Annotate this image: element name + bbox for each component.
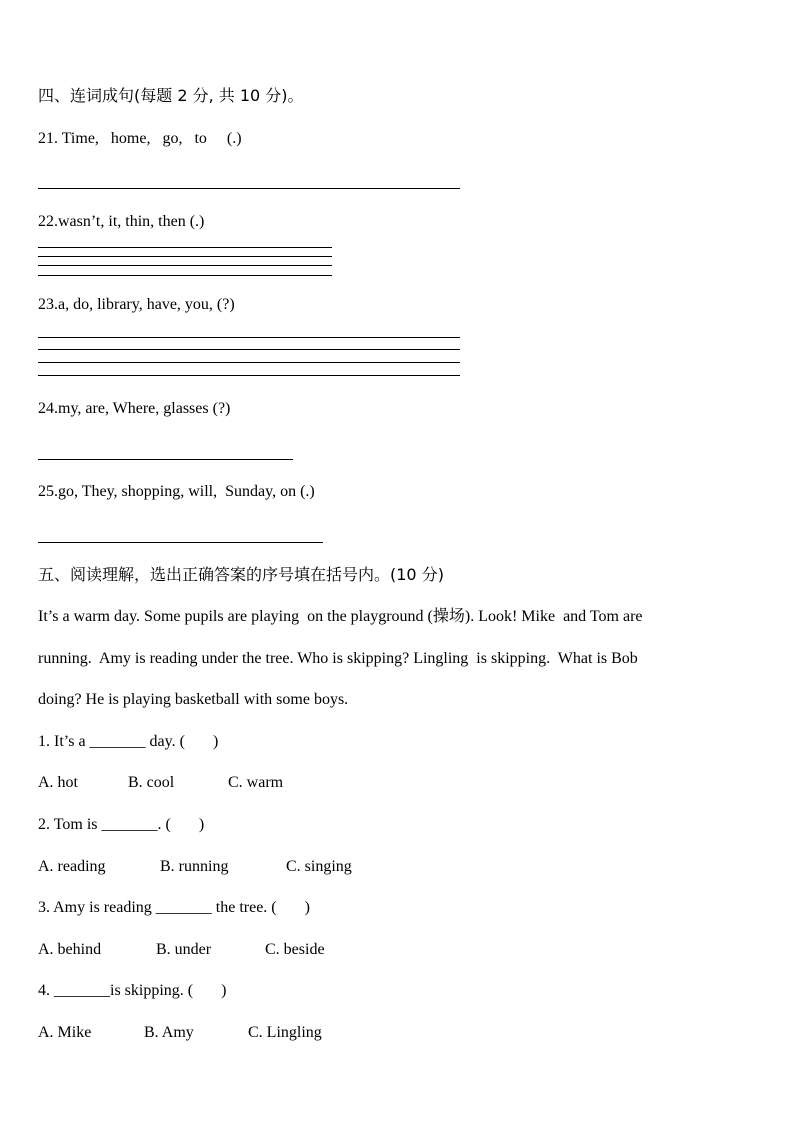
answer-line [38,459,293,460]
option-b: B. Amy [144,1024,194,1041]
option-b: B. cool [128,774,175,791]
question-stem: 3. Amy is reading _______ the tree. ( ) [38,899,310,916]
answer-line [38,337,460,338]
option-c: C. Lingling [248,1024,322,1041]
question-stem: 4. _______is skipping. ( ) [38,982,227,999]
question-25: 25.go, They, shopping, will, Sunday, on (.) [38,483,315,500]
passage-line: running. Amy is reading under the tree. Who is skipping? Lingling is skipping. What is Bob [38,650,638,667]
answer-line [38,349,460,350]
option-a: A. reading [38,858,106,875]
answer-line [38,542,323,543]
option-c: C. beside [265,941,325,958]
option-c: C. singing [286,858,352,875]
answer-line [38,362,460,363]
answer-line [38,256,332,257]
option-a: A. behind [38,941,102,958]
option-a: A. Mike [38,1024,92,1041]
answer-line [38,247,332,248]
answer-line [38,265,332,266]
section5-heading: 五、阅读理解，选出正确答案的序号填在括号内。(10 分) [38,565,444,584]
answer-line [38,275,332,276]
question-22: 22.wasn’t, it, thin, then (.) [38,213,205,230]
question-stem: 2. Tom is _______. ( ) [38,816,205,833]
question-23: 23.a, do, library, have, you, (?) [38,296,235,313]
section4-heading: 四、连词成句(每题 2 分, 共 10 分)。 [38,86,304,105]
option-b: B. under [156,941,212,958]
passage-line: It’s a warm day. Some pupils are playing on the playground (操场). Look! Mike and Tom are [38,608,643,625]
option-c: C. warm [228,774,284,791]
question-21: 21. Time, home, go, to (.) [38,130,242,147]
passage-line: doing? He is playing basketball with some boys. [38,691,349,708]
answer-line [38,375,460,376]
answer-line [38,188,460,189]
question-stem: 1. It’s a _______ day. ( ) [38,733,219,750]
option-b: B. running [160,858,229,875]
option-a: A. hot [38,774,78,791]
question-24: 24.my, are, Where, glasses (?) [38,400,231,417]
